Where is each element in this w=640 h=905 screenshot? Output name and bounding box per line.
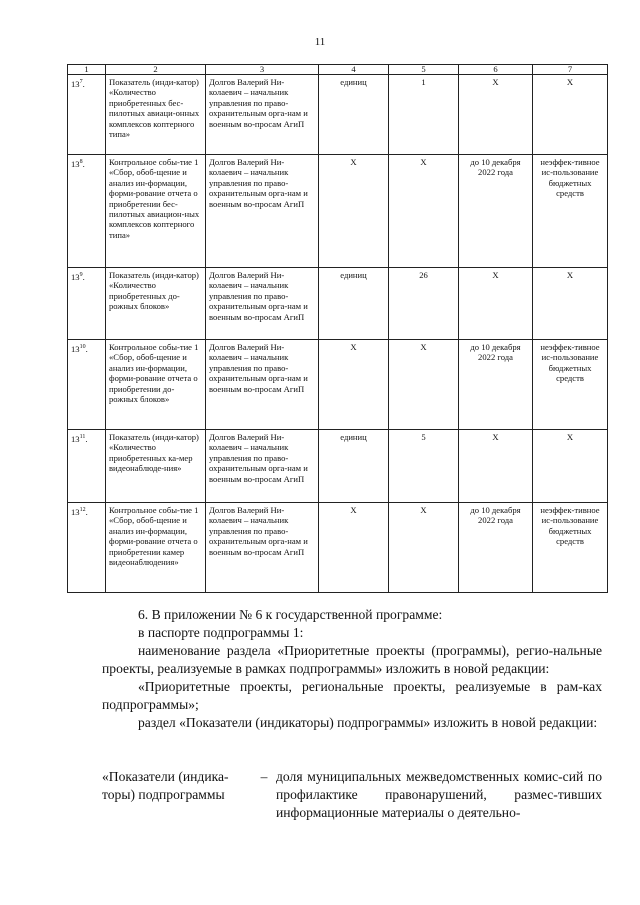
deadline: до 10 декабря 2022 года	[459, 340, 533, 430]
header-cell: 7	[533, 65, 608, 75]
unit: единиц	[319, 430, 389, 503]
header-cell: 6	[459, 65, 533, 75]
item-name: Показатель (инди-катор) «Количество приобретенных до-рожных блоков»	[106, 268, 206, 340]
executor: Долгов Валерий Ни-колаевич – начальник управления по право-охранительным орга-нам и военным во-просам АгиП	[206, 155, 319, 268]
executor: Долгов Валерий Ни-колаевич – начальник управления по право-охранительным орга-нам и военным во-просам АгиП	[206, 340, 319, 430]
table-header-row	[68, 65, 608, 75]
risk: неэффек-тивное ис-пользование бюджетных средств	[533, 155, 608, 268]
deadline: Х	[459, 430, 533, 503]
page-number: 11	[314, 36, 326, 48]
value: 1	[389, 75, 459, 155]
risk: Х	[533, 430, 608, 503]
deadline: Х	[459, 75, 533, 155]
table-row	[68, 503, 608, 593]
row-number: $13^{11}$.	[68, 430, 106, 503]
header-cell: 1	[68, 65, 106, 75]
risk: Х	[533, 75, 608, 155]
value: Х	[389, 155, 459, 268]
passport-value: доля муниципальных межведомственных комис-сий по профилактике правонарушений, размес-тивших информационные материалы о деятельно-	[276, 769, 602, 820]
item-name: Показатель (инди-катор) «Количество приобретенных бес-пилотных авиаци-онных комплексов коптерного типа»	[106, 75, 206, 155]
paragraph: раздел «Показатели (индикаторы) подпрограммы» изложить в новой редакции:	[138, 715, 598, 730]
paragraph: «Приоритетные проекты, региональные проекты, реализуемые в рам-ках подпрограммы»;	[102, 679, 602, 712]
row-number: $13^9$.	[68, 268, 106, 340]
unit: Х	[319, 155, 389, 268]
table-row	[68, 75, 608, 155]
row-number: $13^7$.	[68, 75, 106, 155]
unit: Х	[319, 340, 389, 430]
unit: единиц	[319, 268, 389, 340]
executor: Долгов Валерий Ни-колаевич – начальник управления по право-охранительным орга-нам и военным во-просам АгиП	[206, 430, 319, 503]
table-row	[68, 340, 608, 430]
header-cell: 3	[206, 65, 319, 75]
risk: Х	[533, 268, 608, 340]
paragraph: наименование раздела «Приоритетные проекты (программы), регио-нальные проекты, реализуемые в рамках подпрограммы» изложить в новой редакции:	[102, 643, 602, 676]
row-number: $13^{12}$.	[68, 503, 106, 593]
executor: Долгов Валерий Ни-колаевич – начальник управления по право-охранительным орга-нам и военным во-просам АгиП	[206, 268, 319, 340]
item-name: Показатель (инди-катор) «Количество приобретенных ка-мер видеонаблюде-ния»	[106, 430, 206, 503]
header-cell: 2	[106, 65, 206, 75]
item-name: Контрольное собы-тие 1 «Сбор, обоб-щение и анализ ин-формации, форми-рование отчета о приобретении камер видеонаблюдения»	[106, 503, 206, 593]
passport-label: «Показатели (индика-торы) подпрограммы	[102, 769, 229, 802]
header-cell: 4	[319, 65, 389, 75]
row-number: $13^{10}$.	[68, 340, 106, 430]
paragraph: в паспорте подпрограммы 1:	[138, 625, 304, 640]
executor: Долгов Валерий Ни-колаевич – начальник управления по право-охранительным орга-нам и военным во-просам АгиП	[206, 75, 319, 155]
deadline: Х	[459, 268, 533, 340]
item-name: Контрольное собы-тие 1 «Сбор, обоб-щение и анализ ин-формации, форми-рование отчета о приобретении бес-пилотных авиацион-ных комплексов коптерного типа»	[106, 155, 206, 268]
table-row	[68, 268, 608, 340]
deadline: до 10 декабря 2022 года	[459, 155, 533, 268]
executor: Долгов Валерий Ни-колаевич – начальник управления по право-охранительным орга-нам и военным во-просам АгиП	[206, 503, 319, 593]
measures-table	[67, 64, 608, 593]
passport-row	[102, 768, 602, 822]
item-name: Контрольное собы-тие 1 «Сбор, обоб-щение и анализ ин-формации, форми-рование отчета о приобретении до-рожных блоков»	[106, 340, 206, 430]
value: 5	[389, 430, 459, 503]
unit: Х	[319, 503, 389, 593]
header-cell: 5	[389, 65, 459, 75]
row-number: $13^8$.	[68, 155, 106, 268]
paragraph: 6. В приложении № 6 к государственной программе:	[138, 607, 443, 622]
body-text	[102, 606, 602, 732]
passport-dash: –	[260, 769, 268, 784]
deadline: до 10 декабря 2022 года	[459, 503, 533, 593]
risk: неэффек-тивное ис-пользование бюджетных средств	[533, 503, 608, 593]
table-row	[68, 430, 608, 503]
value: 26	[389, 268, 459, 340]
table-row	[68, 155, 608, 268]
value: Х	[389, 340, 459, 430]
value: Х	[389, 503, 459, 593]
risk: неэффек-тивное ис-пользование бюджетных средств	[533, 340, 608, 430]
unit: единиц	[319, 75, 389, 155]
